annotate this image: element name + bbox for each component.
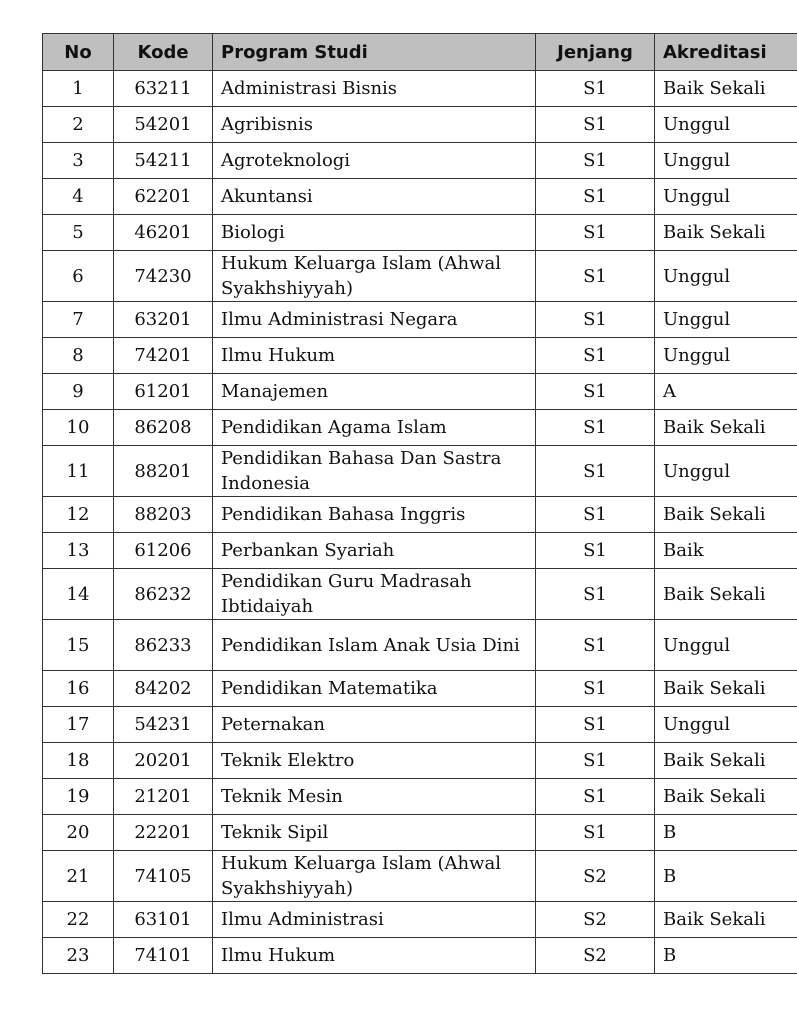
table-row [43, 533, 797, 569]
cell-no: 21 [43, 851, 114, 902]
cell-no: 10 [43, 410, 114, 446]
cell-kode: 63201 [114, 302, 213, 338]
table-body [43, 71, 797, 974]
cell-kode: 88203 [114, 497, 213, 533]
cell-kode: 62201 [114, 179, 213, 215]
table-header [43, 34, 797, 71]
table-row [43, 743, 797, 779]
cell-program-studi: Teknik Sipil [213, 815, 536, 851]
table-row [43, 620, 797, 671]
cell-program-studi: Hukum Keluarga Islam (Ahwal Syakhshiyyah) [213, 851, 536, 902]
cell-jenjang: S1 [536, 707, 655, 743]
cell-akreditasi: Unggul [655, 107, 797, 143]
cell-program-studi: Ilmu Hukum [213, 938, 536, 974]
cell-jenjang: S1 [536, 569, 655, 620]
cell-no: 11 [43, 446, 114, 497]
cell-akreditasi: Unggul [655, 338, 797, 374]
cell-kode: 22201 [114, 815, 213, 851]
cell-program-studi: Ilmu Administrasi Negara [213, 302, 536, 338]
cell-no: 18 [43, 743, 114, 779]
cell-akreditasi: B [655, 851, 797, 902]
cell-jenjang: S1 [536, 143, 655, 179]
cell-akreditasi: Unggul [655, 143, 797, 179]
cell-program-studi: Pendidikan Bahasa Inggris [213, 497, 536, 533]
table-row [43, 851, 797, 902]
cell-akreditasi: Baik Sekali [655, 779, 797, 815]
cell-program-studi: Pendidikan Agama Islam [213, 410, 536, 446]
cell-program-studi: Pendidikan Guru Madrasah Ibtidaiyah [213, 569, 536, 620]
table-row [43, 410, 797, 446]
table-row [43, 143, 797, 179]
cell-no: 16 [43, 671, 114, 707]
cell-akreditasi: Unggul [655, 179, 797, 215]
cell-program-studi: Peternakan [213, 707, 536, 743]
table-row [43, 302, 797, 338]
cell-kode: 61201 [114, 374, 213, 410]
table-row [43, 938, 797, 974]
cell-akreditasi: B [655, 938, 797, 974]
cell-program-studi: Pendidikan Matematika [213, 671, 536, 707]
cell-jenjang: S1 [536, 533, 655, 569]
cell-jenjang: S1 [536, 374, 655, 410]
cell-no: 12 [43, 497, 114, 533]
cell-kode: 54201 [114, 107, 213, 143]
cell-jenjang: S1 [536, 107, 655, 143]
cell-program-studi: Agroteknologi [213, 143, 536, 179]
cell-program-studi: Pendidikan Islam Anak Usia Dini [213, 620, 536, 671]
table-row [43, 374, 797, 410]
table-row [43, 707, 797, 743]
cell-no: 3 [43, 143, 114, 179]
cell-jenjang: S1 [536, 302, 655, 338]
study-program-table [42, 33, 797, 974]
cell-kode: 74101 [114, 938, 213, 974]
cell-akreditasi: Baik Sekali [655, 902, 797, 938]
cell-akreditasi: Baik [655, 533, 797, 569]
cell-jenjang: S1 [536, 815, 655, 851]
cell-akreditasi: Unggul [655, 707, 797, 743]
cell-jenjang: S1 [536, 497, 655, 533]
cell-program-studi: Agribisnis [213, 107, 536, 143]
cell-no: 1 [43, 71, 114, 107]
cell-program-studi: Teknik Elektro [213, 743, 536, 779]
cell-no: 7 [43, 302, 114, 338]
cell-program-studi: Perbankan Syariah [213, 533, 536, 569]
cell-jenjang: S1 [536, 251, 655, 302]
header-program-studi: Program Studi [213, 34, 536, 71]
cell-akreditasi: Unggul [655, 251, 797, 302]
table-row [43, 215, 797, 251]
cell-kode: 84202 [114, 671, 213, 707]
cell-jenjang: S1 [536, 215, 655, 251]
cell-jenjang: S1 [536, 779, 655, 815]
cell-akreditasi: Unggul [655, 302, 797, 338]
cell-jenjang: S1 [536, 671, 655, 707]
table-row [43, 179, 797, 215]
cell-program-studi: Ilmu Administrasi [213, 902, 536, 938]
cell-kode: 54211 [114, 143, 213, 179]
cell-kode: 74201 [114, 338, 213, 374]
cell-no: 8 [43, 338, 114, 374]
cell-no: 17 [43, 707, 114, 743]
cell-no: 22 [43, 902, 114, 938]
header-no: No [43, 34, 114, 71]
table-row [43, 107, 797, 143]
table-row [43, 902, 797, 938]
cell-program-studi: Hukum Keluarga Islam (Ahwal Syakhshiyyah) [213, 251, 536, 302]
cell-no: 2 [43, 107, 114, 143]
cell-program-studi: Administrasi Bisnis [213, 71, 536, 107]
cell-jenjang: S2 [536, 851, 655, 902]
cell-akreditasi: Unggul [655, 620, 797, 671]
header-jenjang: Jenjang [536, 34, 655, 71]
table-row [43, 71, 797, 107]
cell-kode: 86233 [114, 620, 213, 671]
cell-jenjang: S1 [536, 179, 655, 215]
cell-program-studi: Biologi [213, 215, 536, 251]
cell-kode: 20201 [114, 743, 213, 779]
cell-akreditasi: Baik Sekali [655, 743, 797, 779]
cell-jenjang: S2 [536, 938, 655, 974]
cell-no: 14 [43, 569, 114, 620]
cell-kode: 54231 [114, 707, 213, 743]
cell-no: 19 [43, 779, 114, 815]
cell-akreditasi: Baik Sekali [655, 569, 797, 620]
cell-program-studi: Pendidikan Bahasa Dan Sastra Indonesia [213, 446, 536, 497]
cell-no: 20 [43, 815, 114, 851]
cell-akreditasi: Baik Sekali [655, 71, 797, 107]
header-row [43, 34, 797, 71]
header-akreditasi: Akreditasi [655, 34, 797, 71]
cell-kode: 21201 [114, 779, 213, 815]
table-row [43, 338, 797, 374]
cell-akreditasi: Unggul [655, 446, 797, 497]
cell-akreditasi: B [655, 815, 797, 851]
cell-program-studi: Akuntansi [213, 179, 536, 215]
cell-jenjang: S1 [536, 446, 655, 497]
cell-no: 4 [43, 179, 114, 215]
cell-akreditasi: Baik Sekali [655, 671, 797, 707]
cell-kode: 86232 [114, 569, 213, 620]
cell-jenjang: S1 [536, 71, 655, 107]
cell-no: 6 [43, 251, 114, 302]
cell-program-studi: Ilmu Hukum [213, 338, 536, 374]
table-row [43, 815, 797, 851]
table-row [43, 251, 797, 302]
cell-kode: 74105 [114, 851, 213, 902]
cell-kode: 46201 [114, 215, 213, 251]
cell-akreditasi: Baik Sekali [655, 410, 797, 446]
cell-jenjang: S1 [536, 338, 655, 374]
table-row [43, 569, 797, 620]
cell-no: 5 [43, 215, 114, 251]
cell-jenjang: S1 [536, 410, 655, 446]
cell-kode: 74230 [114, 251, 213, 302]
cell-kode: 63101 [114, 902, 213, 938]
table-row [43, 497, 797, 533]
cell-kode: 61206 [114, 533, 213, 569]
cell-akreditasi: Baik Sekali [655, 215, 797, 251]
cell-kode: 88201 [114, 446, 213, 497]
cell-akreditasi: Baik Sekali [655, 497, 797, 533]
cell-program-studi: Manajemen [213, 374, 536, 410]
table-row [43, 446, 797, 497]
cell-akreditasi: A [655, 374, 797, 410]
cell-no: 9 [43, 374, 114, 410]
cell-jenjang: S2 [536, 902, 655, 938]
cell-program-studi: Teknik Mesin [213, 779, 536, 815]
table-row [43, 779, 797, 815]
table-row [43, 671, 797, 707]
cell-kode: 86208 [114, 410, 213, 446]
cell-jenjang: S1 [536, 743, 655, 779]
cell-no: 13 [43, 533, 114, 569]
header-kode: Kode [114, 34, 213, 71]
cell-jenjang: S1 [536, 620, 655, 671]
cell-no: 23 [43, 938, 114, 974]
cell-no: 15 [43, 620, 114, 671]
cell-kode: 63211 [114, 71, 213, 107]
